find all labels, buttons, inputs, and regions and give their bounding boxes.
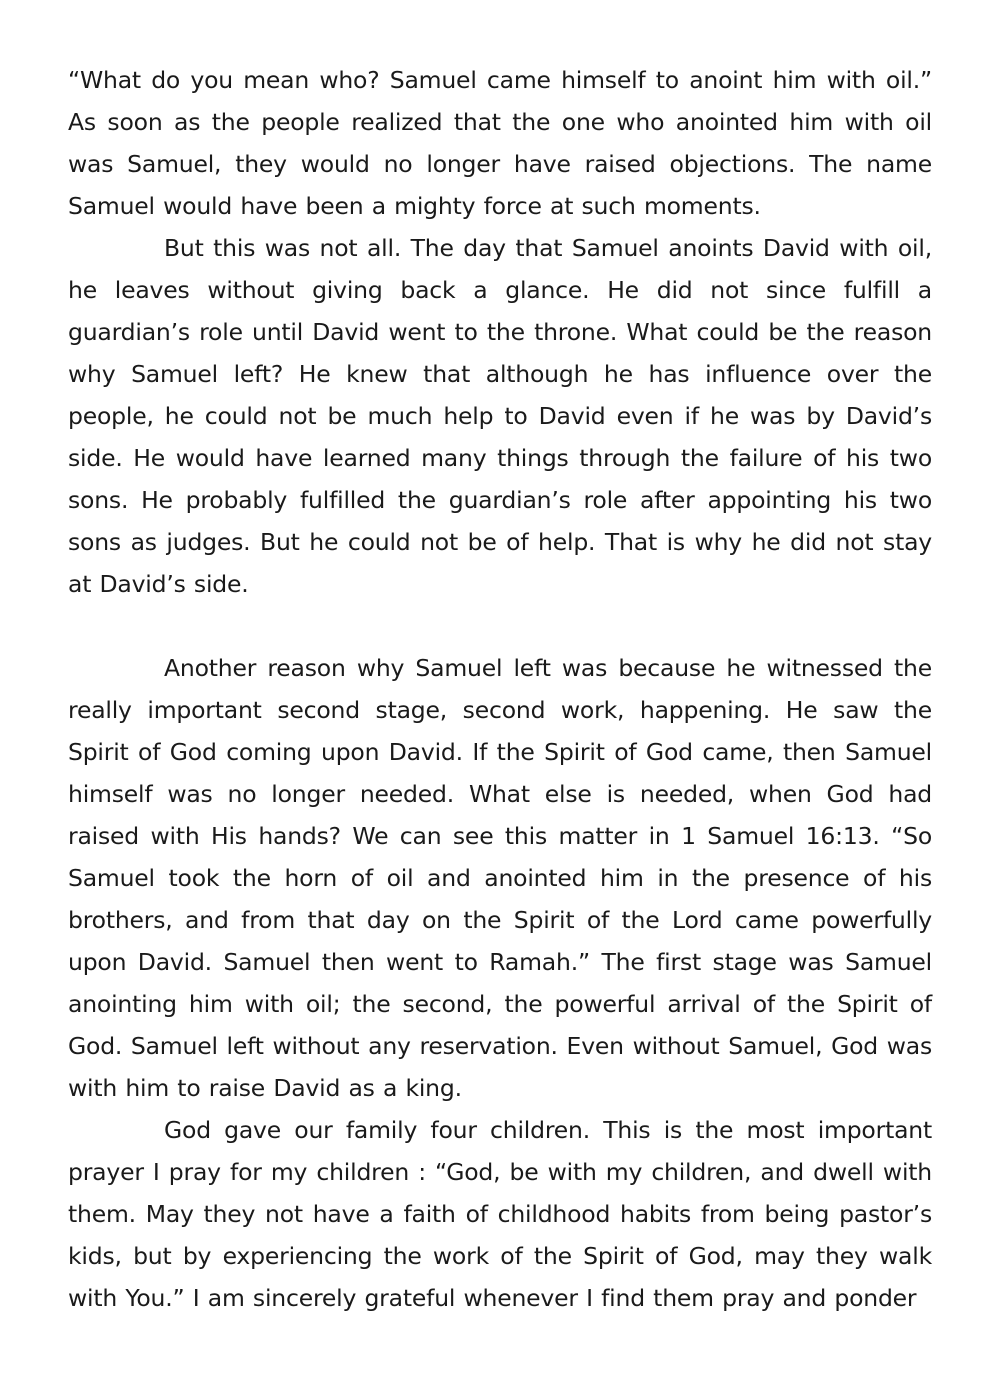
paragraph-4: God gave our family four children. This is the most important prayer I pray for my children : “God, be with my children, and dwell with them. May they not have a faith of childhood habits from being pastor’s kids, but by experiencing the work of the Spirit of God, may they walk with You.” I am sincerely grateful whenever I find them pray and ponder [68, 1116, 932, 1312]
paragraph-3: Another reason why Samuel left was because he witnessed the really important second stage, second work, happening. He saw the Spirit of God coming upon David. If the Spirit of God came, then Samuel himself was no longer needed. What else is needed, when God had raised with His hands? We can see this matter in 1 Samuel 16:13. “So Samuel took the horn of oil and anointed him in the presence of his brothers, and from that day on the Spirit of the Lord came powerfully upon David. Samuel then went to Ramah.” The first stage was Samuel anointing him with oil; the second, the powerful arrival of the Spirit of God. Samuel left without any reservation. Even without Samuel, God was with him to raise David as a king. [68, 654, 932, 1102]
paragraph-1: “What do you mean who? Samuel came himself to anoint him with oil.” As soon as the people realized that the one who anointed him with oil was Samuel, they would no longer have raised objections. The name Samuel would have been a mighty force at such moments. [68, 66, 932, 220]
paragraph-2: But this was not all. The day that Samuel anoints David with oil, he leaves without giving back a glance. He did not since fulfill a guardian’s role until David went to the throne. What could be the reason why Samuel left? He knew that although he has influence over the people, he could not be much help to David even if he was by David’s side. He would have learned many things through the failure of his two sons. He probably fulfilled the guardian’s role after appointing his two sons as judges. But he could not be of help. That is why he did not stay at David’s side. [68, 234, 932, 598]
document-body [68, 59, 932, 1319]
paragraph-spacer [68, 605, 932, 647]
